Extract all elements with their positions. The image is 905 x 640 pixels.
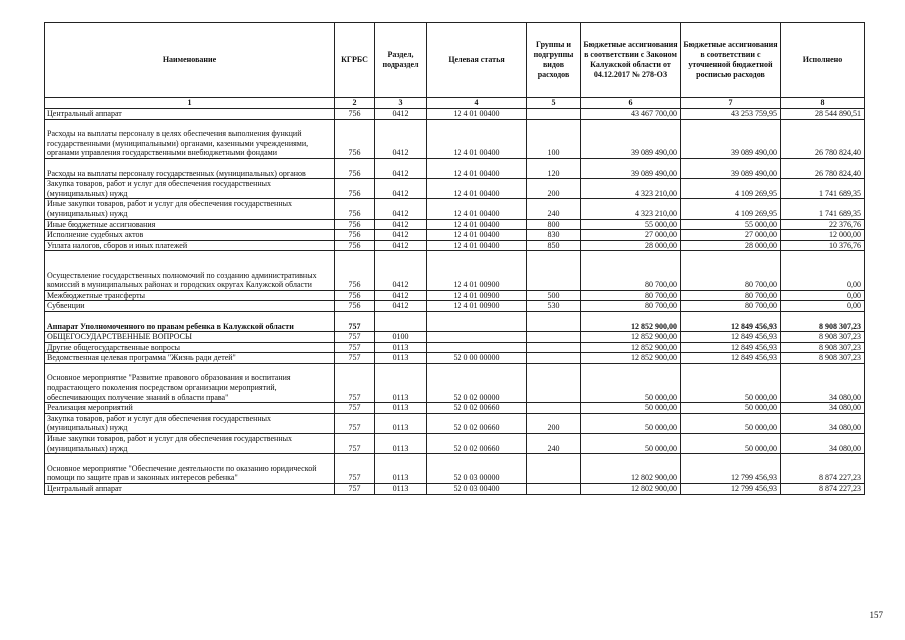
row-name: Расходы на выплаты персоналу в целях обеспечения выполнения функций государственными (муниципальными) органами, казенными учреждениями, органами управления государственными внебюджетными фондами	[45, 119, 335, 158]
table-row	[45, 454, 865, 484]
row-done-amount: 10 376,76	[781, 240, 865, 251]
row-law-amount: 43 467 700,00	[581, 109, 681, 120]
row-kgrbs: 756	[335, 251, 375, 290]
table-row	[45, 403, 865, 414]
row-target: 12 4 01 00400	[427, 179, 527, 199]
row-target: 52 0 02 00660	[427, 403, 527, 414]
row-razdel: 0113	[375, 363, 427, 402]
row-refined-amount: 50 000,00	[681, 434, 781, 454]
row-kgrbs: 757	[335, 353, 375, 364]
table-row	[45, 363, 865, 402]
row-kgrbs: 757	[335, 332, 375, 343]
row-law-amount: 12 802 900,00	[581, 454, 681, 484]
row-group: 240	[527, 199, 581, 219]
row-name: Субвенции	[45, 301, 335, 312]
row-razdel: 0412	[375, 199, 427, 219]
row-law-amount: 28 000,00	[581, 240, 681, 251]
table-row	[45, 301, 865, 312]
row-target: 52 0 00 00000	[427, 353, 527, 364]
row-razdel: 0412	[375, 240, 427, 251]
row-refined-amount: 39 089 490,00	[681, 119, 781, 158]
row-name: Основное мероприятие "Развитие правового образования и воспитания подрастающего поколения посредством организации мероприятий, обеспечивающих получение знаний в области права"	[45, 363, 335, 402]
row-group: 500	[527, 290, 581, 301]
page-number: 157	[869, 610, 883, 620]
column-number: 3	[375, 98, 427, 109]
row-razdel: 0412	[375, 179, 427, 199]
row-name: Иные закупки товаров, работ и услуг для обеспечения государственных (муниципальных) нужд	[45, 434, 335, 454]
table-row	[45, 413, 865, 433]
table-row	[45, 311, 865, 331]
row-law-amount: 12 852 900,00	[581, 353, 681, 364]
header-law: Бюджетные ассигнования в соответствии с Законом Калужской области от 04.12.2017 № 278-ОЗ	[581, 23, 681, 98]
table-row	[45, 251, 865, 290]
header-target: Целевая статья	[427, 23, 527, 98]
row-kgrbs: 756	[335, 199, 375, 219]
row-target: 12 4 01 00400	[427, 158, 527, 178]
row-kgrbs: 756	[335, 109, 375, 120]
row-group	[527, 311, 581, 331]
row-kgrbs: 756	[335, 301, 375, 312]
table-row	[45, 219, 865, 230]
table-row	[45, 119, 865, 158]
row-razdel: 0113	[375, 413, 427, 433]
row-name: Иные закупки товаров, работ и услуг для обеспечения государственных (муниципальных) нужд	[45, 199, 335, 219]
row-group	[527, 363, 581, 402]
row-name: Иные бюджетные ассигнования	[45, 219, 335, 230]
header-refined: Бюджетные ассигнования в соответствии с уточненной бюджетной росписью расходов	[681, 23, 781, 98]
row-done-amount: 26 780 824,40	[781, 119, 865, 158]
row-law-amount: 80 700,00	[581, 301, 681, 312]
row-refined-amount: 12 799 456,93	[681, 454, 781, 484]
row-group: 850	[527, 240, 581, 251]
row-target: 12 4 01 00400	[427, 219, 527, 230]
row-kgrbs: 756	[335, 119, 375, 158]
header-group: Группы и подгруппы видов расходов	[527, 23, 581, 98]
budget-table	[44, 22, 865, 495]
row-name: Другие общегосударственные вопросы	[45, 342, 335, 353]
row-razdel: 0100	[375, 332, 427, 343]
row-done-amount: 1 741 689,35	[781, 179, 865, 199]
row-law-amount: 50 000,00	[581, 434, 681, 454]
table-row	[45, 434, 865, 454]
row-law-amount: 12 852 900,00	[581, 311, 681, 331]
table-row	[45, 240, 865, 251]
row-refined-amount: 80 700,00	[681, 301, 781, 312]
row-razdel: 0412	[375, 158, 427, 178]
row-group: 200	[527, 179, 581, 199]
row-done-amount: 8 874 227,23	[781, 454, 865, 484]
row-razdel	[375, 311, 427, 331]
row-law-amount: 27 000,00	[581, 230, 681, 241]
row-razdel: 0113	[375, 454, 427, 484]
row-target: 52 0 02 00660	[427, 434, 527, 454]
row-razdel: 0113	[375, 403, 427, 414]
row-law-amount: 12 802 900,00	[581, 484, 681, 495]
row-group: 830	[527, 230, 581, 241]
row-kgrbs: 757	[335, 363, 375, 402]
row-target: 12 4 01 00400	[427, 109, 527, 120]
row-group	[527, 251, 581, 290]
row-law-amount: 50 000,00	[581, 413, 681, 433]
row-group: 200	[527, 413, 581, 433]
row-kgrbs: 757	[335, 434, 375, 454]
row-kgrbs: 756	[335, 179, 375, 199]
row-name: Осуществление государственных полномочий по созданию административных комиссий в муниципальных районах и городских округах Калужской области	[45, 251, 335, 290]
row-kgrbs: 757	[335, 454, 375, 484]
row-group: 530	[527, 301, 581, 312]
row-razdel: 0113	[375, 484, 427, 495]
row-target: 52 0 02 00000	[427, 363, 527, 402]
row-refined-amount: 27 000,00	[681, 230, 781, 241]
row-kgrbs: 756	[335, 230, 375, 241]
row-done-amount: 28 544 890,51	[781, 109, 865, 120]
row-law-amount: 55 000,00	[581, 219, 681, 230]
row-refined-amount: 50 000,00	[681, 363, 781, 402]
header-row	[45, 23, 865, 98]
row-refined-amount: 12 849 456,93	[681, 311, 781, 331]
row-law-amount: 80 700,00	[581, 290, 681, 301]
row-target: 52 0 02 00660	[427, 413, 527, 433]
row-name: Межбюджетные трансферты	[45, 290, 335, 301]
row-refined-amount: 4 109 269,95	[681, 199, 781, 219]
row-done-amount: 12 000,00	[781, 230, 865, 241]
row-target: 52 0 03 00000	[427, 454, 527, 484]
row-kgrbs: 757	[335, 484, 375, 495]
row-target	[427, 311, 527, 331]
row-law-amount: 50 000,00	[581, 403, 681, 414]
row-name: Закупка товаров, работ и услуг для обеспечения государственных (муниципальных) нужд	[45, 413, 335, 433]
row-razdel: 0113	[375, 353, 427, 364]
row-refined-amount: 50 000,00	[681, 413, 781, 433]
row-target	[427, 332, 527, 343]
row-done-amount: 8 908 307,23	[781, 342, 865, 353]
row-kgrbs: 757	[335, 342, 375, 353]
row-target: 12 4 01 00400	[427, 230, 527, 241]
row-group	[527, 454, 581, 484]
column-number: 1	[45, 98, 335, 109]
row-razdel: 0412	[375, 219, 427, 230]
row-name: ОБЩЕГОСУДАРСТВЕННЫЕ ВОПРОСЫ	[45, 332, 335, 343]
row-name: Центральный аппарат	[45, 109, 335, 120]
row-name: Закупка товаров, работ и услуг для обеспечения государственных (муниципальных) нужд	[45, 179, 335, 199]
row-done-amount: 26 780 824,40	[781, 158, 865, 178]
row-name: Основное мероприятие "Обеспечение деятельности по оказанию юридической помощи по защите прав и законных интересов ребенка"	[45, 454, 335, 484]
row-kgrbs: 756	[335, 290, 375, 301]
table-row	[45, 342, 865, 353]
row-kgrbs: 756	[335, 219, 375, 230]
row-group: 800	[527, 219, 581, 230]
column-number: 2	[335, 98, 375, 109]
row-name: Ведомственная целевая программа "Жизнь ради детей"	[45, 353, 335, 364]
row-group	[527, 484, 581, 495]
row-group	[527, 332, 581, 343]
row-done-amount: 22 376,76	[781, 219, 865, 230]
table-row	[45, 290, 865, 301]
row-target: 12 4 01 00900	[427, 251, 527, 290]
row-done-amount: 0,00	[781, 290, 865, 301]
table-row	[45, 484, 865, 495]
table-row	[45, 158, 865, 178]
column-number: 8	[781, 98, 865, 109]
row-razdel: 0412	[375, 290, 427, 301]
row-refined-amount: 50 000,00	[681, 403, 781, 414]
row-refined-amount: 39 089 490,00	[681, 158, 781, 178]
row-target: 12 4 01 00400	[427, 119, 527, 158]
table-row	[45, 353, 865, 364]
row-done-amount: 1 741 689,35	[781, 199, 865, 219]
table-row	[45, 230, 865, 241]
row-target: 12 4 01 00400	[427, 240, 527, 251]
row-law-amount: 4 323 210,00	[581, 179, 681, 199]
row-name: Аппарат Уполномоченного по правам ребенка в Калужской области	[45, 311, 335, 331]
row-target: 12 4 01 00900	[427, 301, 527, 312]
row-kgrbs: 756	[335, 240, 375, 251]
table-row	[45, 199, 865, 219]
row-law-amount: 39 089 490,00	[581, 119, 681, 158]
row-kgrbs: 757	[335, 413, 375, 433]
row-done-amount: 34 080,00	[781, 403, 865, 414]
row-done-amount: 8 908 307,23	[781, 311, 865, 331]
row-law-amount: 50 000,00	[581, 363, 681, 402]
row-refined-amount: 4 109 269,95	[681, 179, 781, 199]
budget-table-sheet	[44, 22, 864, 495]
row-law-amount: 4 323 210,00	[581, 199, 681, 219]
row-done-amount: 8 874 227,23	[781, 484, 865, 495]
row-kgrbs: 757	[335, 403, 375, 414]
row-law-amount: 80 700,00	[581, 251, 681, 290]
row-razdel: 0412	[375, 251, 427, 290]
row-razdel: 0412	[375, 230, 427, 241]
row-refined-amount: 12 849 456,93	[681, 342, 781, 353]
row-razdel: 0113	[375, 342, 427, 353]
header-kgrbs: КГРБС	[335, 23, 375, 98]
column-number: 7	[681, 98, 781, 109]
table-row	[45, 332, 865, 343]
row-refined-amount: 12 849 456,93	[681, 332, 781, 343]
row-refined-amount: 12 799 456,93	[681, 484, 781, 495]
row-done-amount: 34 080,00	[781, 413, 865, 433]
column-number: 5	[527, 98, 581, 109]
header-razdel: Раздел, подраздел	[375, 23, 427, 98]
row-razdel: 0412	[375, 301, 427, 312]
row-target: 12 4 01 00400	[427, 199, 527, 219]
row-refined-amount: 80 700,00	[681, 290, 781, 301]
column-number: 6	[581, 98, 681, 109]
row-target: 12 4 01 00900	[427, 290, 527, 301]
row-done-amount: 34 080,00	[781, 363, 865, 402]
row-target: 52 0 03 00400	[427, 484, 527, 495]
row-group: 100	[527, 119, 581, 158]
row-name: Центральный аппарат	[45, 484, 335, 495]
row-law-amount: 12 852 900,00	[581, 342, 681, 353]
row-name: Уплата налогов, сборов и иных платежей	[45, 240, 335, 251]
table-row	[45, 109, 865, 120]
row-group	[527, 342, 581, 353]
row-group: 240	[527, 434, 581, 454]
row-group	[527, 109, 581, 120]
row-razdel: 0412	[375, 119, 427, 158]
row-refined-amount: 28 000,00	[681, 240, 781, 251]
row-name: Реализация мероприятий	[45, 403, 335, 414]
row-group	[527, 353, 581, 364]
row-razdel: 0412	[375, 109, 427, 120]
row-kgrbs: 756	[335, 158, 375, 178]
row-done-amount: 8 908 307,23	[781, 353, 865, 364]
row-refined-amount: 43 253 759,95	[681, 109, 781, 120]
row-law-amount: 12 852 900,00	[581, 332, 681, 343]
row-done-amount: 34 080,00	[781, 434, 865, 454]
table-body	[45, 109, 865, 495]
row-law-amount: 39 089 490,00	[581, 158, 681, 178]
header-name: Наименование	[45, 23, 335, 98]
column-number-row	[45, 98, 865, 109]
row-done-amount: 0,00	[781, 251, 865, 290]
row-refined-amount: 12 849 456,93	[681, 353, 781, 364]
row-target	[427, 342, 527, 353]
row-refined-amount: 55 000,00	[681, 219, 781, 230]
header-done: Исполнено	[781, 23, 865, 98]
row-kgrbs: 757	[335, 311, 375, 331]
row-group: 120	[527, 158, 581, 178]
row-done-amount: 8 908 307,23	[781, 332, 865, 343]
row-razdel: 0113	[375, 434, 427, 454]
row-done-amount: 0,00	[781, 301, 865, 312]
row-group	[527, 403, 581, 414]
table-row	[45, 179, 865, 199]
row-name: Расходы на выплаты персоналу государственных (муниципальных) органов	[45, 158, 335, 178]
column-number: 4	[427, 98, 527, 109]
row-refined-amount: 80 700,00	[681, 251, 781, 290]
row-name: Исполнение судебных актов	[45, 230, 335, 241]
